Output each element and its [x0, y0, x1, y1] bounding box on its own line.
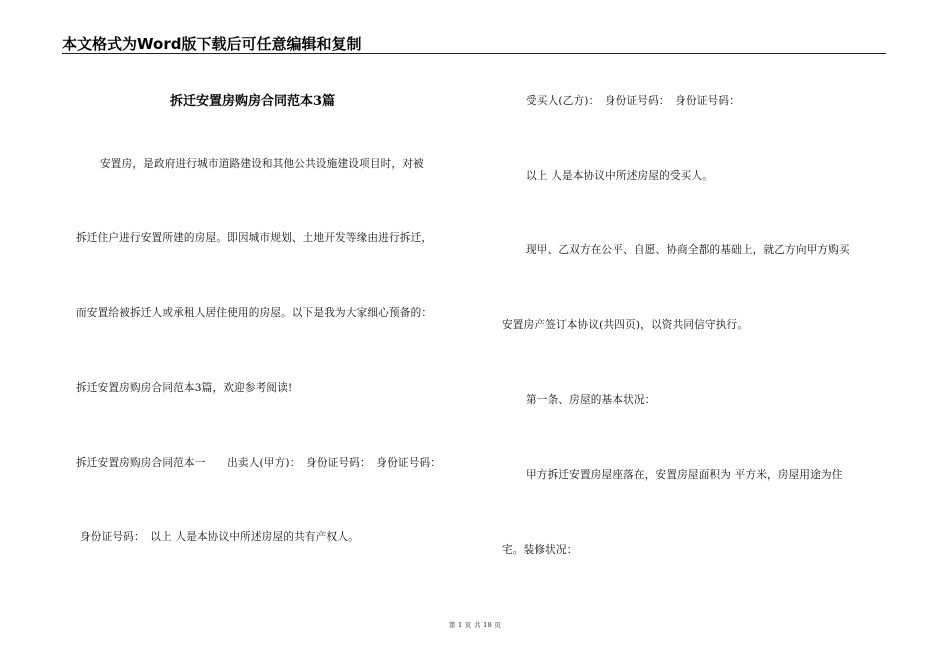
- right-line-5: 第一条、房屋的基本状况：: [526, 394, 656, 406]
- left-line-1: 安置房，是政府进行城市道路建设和其他公共设施建设项目时，对被: [100, 158, 424, 170]
- header-note: 本文格式为Word版下载后可任意编辑和复制: [62, 35, 362, 53]
- right-line-6: 甲方拆迁安置房屋座落在，安置房屋面积为 平方米，房屋用途为住: [526, 469, 843, 481]
- left-line-3: 而安置给被拆迁人或承租人居住使用的房屋。以下是我为大家细心预备的：: [76, 307, 433, 319]
- left-line-6: 身份证号码： 以上 人是本协议中所述房屋的共有产权人。: [80, 531, 359, 543]
- right-line-7: 宅。装修状况：: [502, 544, 578, 556]
- right-line-4: 安置房产签订本协议(共四页)，以资共同信守执行。: [502, 319, 749, 331]
- left-line-2: 拆迁住户进行安置所建的房屋。即因城市规划、土地开发等缘由进行拆迁，: [76, 232, 433, 244]
- right-line-2: 以上 人是本协议中所述房屋的受买人。: [526, 170, 714, 182]
- document-title: 拆迁安置房购房合同范本3篇: [170, 94, 336, 109]
- left-line-4: 拆迁安置房购房合同范本3篇，欢迎参考阅读!: [76, 382, 293, 394]
- left-line-5: 拆迁安置房购房合同范本一 出卖人(甲方)： 身份证号码： 身份证号码：: [76, 457, 442, 469]
- header-divider: [62, 53, 886, 54]
- page-number: 第 1 页 共 18 页: [448, 621, 502, 629]
- right-line-1: 受买人(乙方)： 身份证号码： 身份证号码：: [526, 95, 740, 107]
- right-line-3: 现甲、乙双方在公平、自愿、协商全都的基础上，就乙方向甲方购买: [526, 244, 850, 256]
